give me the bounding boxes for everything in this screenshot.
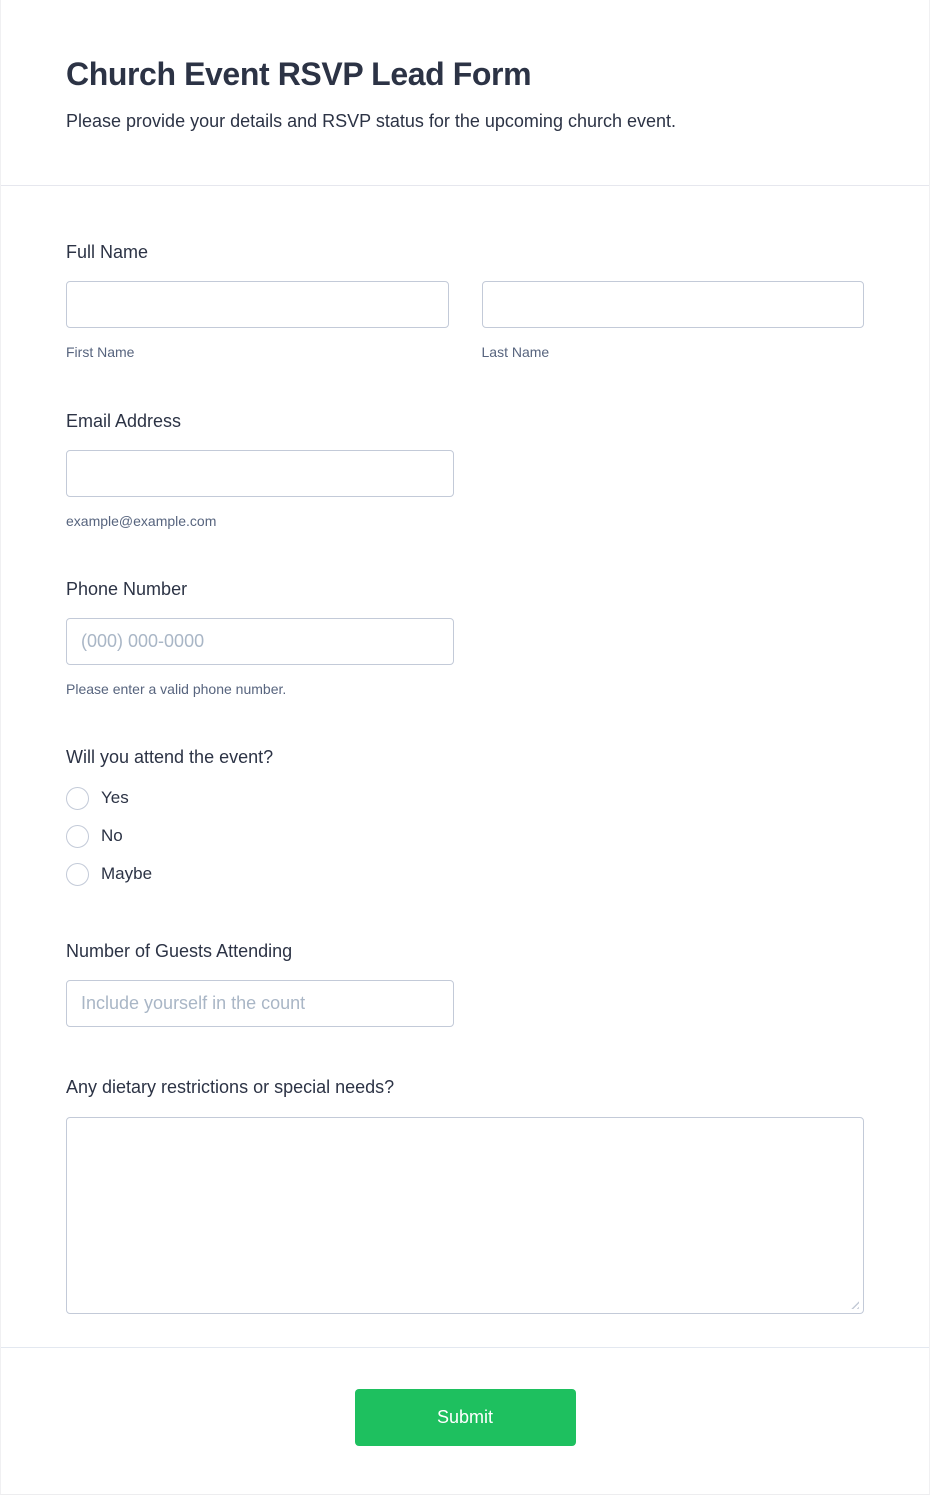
radio-option-yes-label: Yes xyxy=(101,788,129,807)
attendance-label: Will you attend the event? xyxy=(66,747,274,767)
first-name-input[interactable] xyxy=(66,281,449,328)
submit-button[interactable]: Submit xyxy=(355,1389,576,1446)
field-full-name xyxy=(66,240,864,361)
field-phone xyxy=(66,577,864,698)
last-name-sublabel: Last Name xyxy=(481,344,550,360)
header-divider xyxy=(1,185,929,186)
phone-input[interactable] xyxy=(66,618,454,665)
radio-circle-icon[interactable] xyxy=(66,787,89,810)
form-header xyxy=(1,0,929,133)
dietary-label: Any dietary restrictions or special needs? xyxy=(66,1077,395,1097)
email-input[interactable] xyxy=(66,450,454,497)
radio-circle-icon[interactable] xyxy=(66,825,89,848)
field-email xyxy=(66,409,864,530)
page-subtitle: Please provide your details and RSVP status for the upcoming church event. xyxy=(66,111,677,131)
first-name-group xyxy=(66,281,449,361)
phone-sublabel: Please enter a valid phone number. xyxy=(66,681,287,697)
dietary-textarea-wrap xyxy=(66,1117,864,1314)
radio-option-maybe-label: Maybe xyxy=(101,864,153,883)
radio-option-yes[interactable] xyxy=(66,786,864,810)
submit-area xyxy=(1,1348,929,1494)
last-name-group xyxy=(482,281,865,361)
name-grid xyxy=(66,281,864,361)
field-dietary xyxy=(66,1075,864,1314)
first-name-sublabel: First Name xyxy=(66,344,135,360)
full-name-label: Full Name xyxy=(66,242,149,262)
field-guests xyxy=(66,939,864,1027)
page-title: Church Event RSVP Lead Form xyxy=(66,56,532,92)
email-sublabel: example@example.com xyxy=(66,513,217,529)
form-body xyxy=(1,240,929,1314)
attendance-radio-group xyxy=(66,786,864,886)
radio-option-no[interactable] xyxy=(66,824,864,848)
radio-option-no-label: No xyxy=(101,826,123,845)
radio-circle-icon[interactable] xyxy=(66,863,89,886)
field-attendance xyxy=(66,745,864,886)
guests-input[interactable] xyxy=(66,980,454,1027)
guests-label: Number of Guests Attending xyxy=(66,941,293,961)
last-name-input[interactable] xyxy=(482,281,865,328)
email-label: Email Address xyxy=(66,411,182,431)
radio-option-maybe[interactable] xyxy=(66,862,864,886)
phone-label: Phone Number xyxy=(66,579,188,599)
dietary-textarea[interactable] xyxy=(66,1117,864,1314)
